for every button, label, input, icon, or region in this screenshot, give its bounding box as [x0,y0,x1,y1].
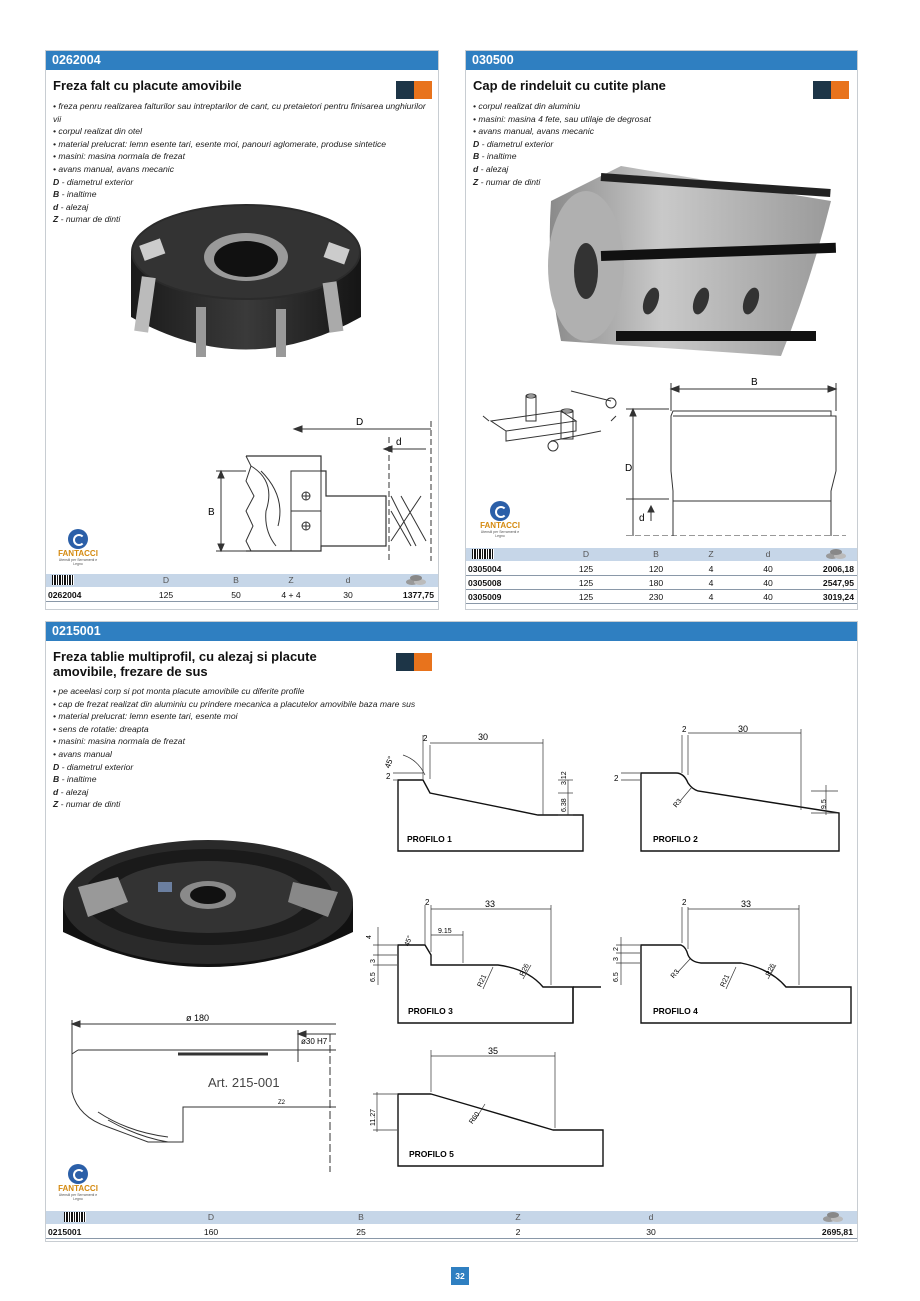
bullet-item: • material prelucrat: lemn esente tari, esente moi [53,711,238,722]
bullet-item: • avans manual, avans mecanic [473,126,594,137]
price-table [466,548,857,610]
logo-mark-icon [490,501,510,521]
color-swatch [396,653,432,671]
svg-text:45°: 45° [383,754,396,770]
bullet-item: • material prelucrat: lemn esente tari, esente moi, panouri aglomerate, produse sintetice [53,138,387,149]
table-header: D B Z d [466,548,857,561]
bullet-item: • corpul realizat din aluminiu [473,101,581,111]
table-header: D B Z d [46,1211,857,1224]
svg-text:9.5: 9.5 [821,799,828,809]
barcode-icon [472,549,494,559]
svg-text:30: 30 [738,725,749,734]
svg-text:33: 33 [741,899,752,909]
svg-text:R3: R3 [669,968,681,980]
panel-header-code: 030500 [466,51,857,70]
panel-header-code: 0215001 [46,622,857,641]
page-number: 32 [451,1267,469,1285]
table-row: 0305008 125 180 4 40 2547,95 [466,577,857,590]
technical-drawing [206,411,436,566]
bullet-item: • cap de frezat realizat din aluminiu cu prindere mecanica a placutelor amovibile baza mare sus [53,698,416,709]
price-table [46,574,438,610]
bullet-item: • pe aceelasi corp si pot monta placute amovibile cu diferite profile [53,686,305,696]
svg-text:R26: R26 [765,962,777,978]
bullet-item: • corpul realizat din otel [53,126,142,137]
legend-item: d - alezaj [473,163,509,174]
legend-item: D - diametrul exterior [53,761,134,772]
profile-5-drawing [363,1042,613,1172]
side-section-drawing [68,1012,340,1172]
svg-text:30: 30 [478,732,489,742]
svg-text:R21: R21 [719,973,732,989]
table-header: D B Z d [46,574,438,587]
price-table [46,1211,857,1242]
dim-D: D [625,463,633,474]
profile-label: PROFILO 5 [409,1149,454,1159]
logo-mark-icon [68,1164,88,1184]
coins-icon [818,1211,848,1227]
svg-text:45°: 45° [403,934,415,948]
product-panel-0262004 [45,50,439,610]
svg-text:R60: R60 [468,1111,482,1126]
svg-text:R21: R21 [476,973,489,989]
svg-text:2: 2 [614,774,619,783]
svg-text:3: 3 [613,957,620,961]
dim-B: B [751,377,758,388]
product-photo [58,827,358,982]
dim-diameter: ø 180 [186,1013,210,1023]
color-swatch [813,81,849,99]
dim-D: D [356,417,364,428]
svg-text:6.5: 6.5 [370,972,377,982]
table-row: 0305009 125 230 4 40 3019,24 [466,591,857,604]
bullet-item: • avans manual [53,748,112,759]
product-title: Freza tablie multiprofil, cu alezaj si placute amovibile, frezare de sus [53,649,317,679]
fantacci-logo: FANTACCI Utensili per Serramenti e Legno [56,529,100,566]
svg-text:2: 2 [613,947,620,951]
legend-item: Z - numar de dinti [53,214,121,225]
svg-text:35: 35 [488,1046,499,1056]
profile-3-drawing [363,897,613,1027]
svg-text:4: 4 [366,935,373,939]
legend-item: Z - numar de dinti [53,799,121,810]
legend-item: B - inaltime [473,151,517,162]
profile-1-drawing [363,725,593,855]
profile-label: PROFILO 2 [653,834,698,844]
z-label: Z2 [278,1100,286,1106]
color-swatch [396,81,432,99]
bullet-item: • sens de rotatie: dreapta [53,723,149,734]
svg-text:2: 2 [423,734,428,743]
legend-item: D - diametrul exterior [473,138,554,149]
table-row: 0215001 160 25 2 30 2695,81 [46,1226,857,1239]
dim-bore: ø30 H7 [301,1037,328,1046]
profile-4-drawing [606,897,856,1027]
technical-drawing [621,371,851,536]
product-panel-0215001 [45,621,858,1242]
machine-sketch [481,386,621,466]
legend-item: d - alezaj [53,201,89,212]
coins-icon [401,574,431,590]
table-row: 0262004 125 50 4 + 4 30 1377,75 [46,589,438,602]
bullet-item: • freza penru realizarea falturilor sau intreptarilor de cant, cu pretaietori pentru finisarea unghiurilor vii [53,101,426,124]
legend-item: B - inaltime [53,774,97,785]
bullet-item: • masini: masina 4 fete, sau utilaje de degrosat [473,113,651,124]
legend-item: Z - numar de dinti [473,176,541,187]
barcode-icon [52,575,74,585]
profile-label: PROFILO 1 [407,834,452,844]
product-title: Cap de rindeluit cu cutite plane [473,78,666,93]
profile-label: PROFILO 3 [408,1006,453,1016]
logo-mark-icon [68,529,88,549]
svg-text:3: 3 [370,959,377,963]
svg-text:2: 2 [682,725,687,734]
dim-B: B [208,507,215,518]
coins-icon [821,548,851,564]
svg-text:3.12: 3.12 [561,771,568,785]
bullet-item: • masini: masina normala de frezat [53,736,185,747]
fantacci-logo: FANTACCI Utensili per Serramenti e Legno [478,501,522,538]
profile-label: PROFILO 4 [653,1006,698,1016]
svg-text:2: 2 [386,772,391,781]
legend-item: d - alezaj [53,786,89,797]
fantacci-logo: FANTACCI Utensili per Serramenti e Legno [56,1164,100,1201]
art-label: Art. 215-001 [208,1075,280,1090]
profile-2-drawing [606,725,846,855]
barcode-icon [64,1212,86,1222]
product-photo [541,161,851,361]
legend-item: B - inaltime [53,189,97,200]
panel-header-code: 0262004 [46,51,438,70]
svg-text:9.15: 9.15 [438,928,452,935]
product-photo [121,197,371,377]
svg-text:33: 33 [485,899,496,909]
dim-d: d [396,437,402,448]
product-title: Freza falt cu placute amovibile [53,78,242,93]
svg-text:R3: R3 [672,797,684,810]
svg-text:R26: R26 [519,962,531,978]
svg-text:2: 2 [425,898,430,907]
svg-text:2: 2 [682,898,687,907]
svg-text:11.27: 11.27 [370,1109,377,1126]
legend-item: D - diametrul exterior [53,176,134,187]
product-panel-030500 [465,50,858,610]
svg-text:6.5: 6.5 [613,972,620,982]
svg-text:6.38: 6.38 [561,798,568,812]
bullet-item: • avans manual, avans mecanic [53,163,174,174]
dim-d: d [639,513,645,524]
bullet-item: • masini: masina normala de frezat [53,151,185,162]
table-row: 0305004 125 120 4 40 2006,18 [466,563,857,576]
